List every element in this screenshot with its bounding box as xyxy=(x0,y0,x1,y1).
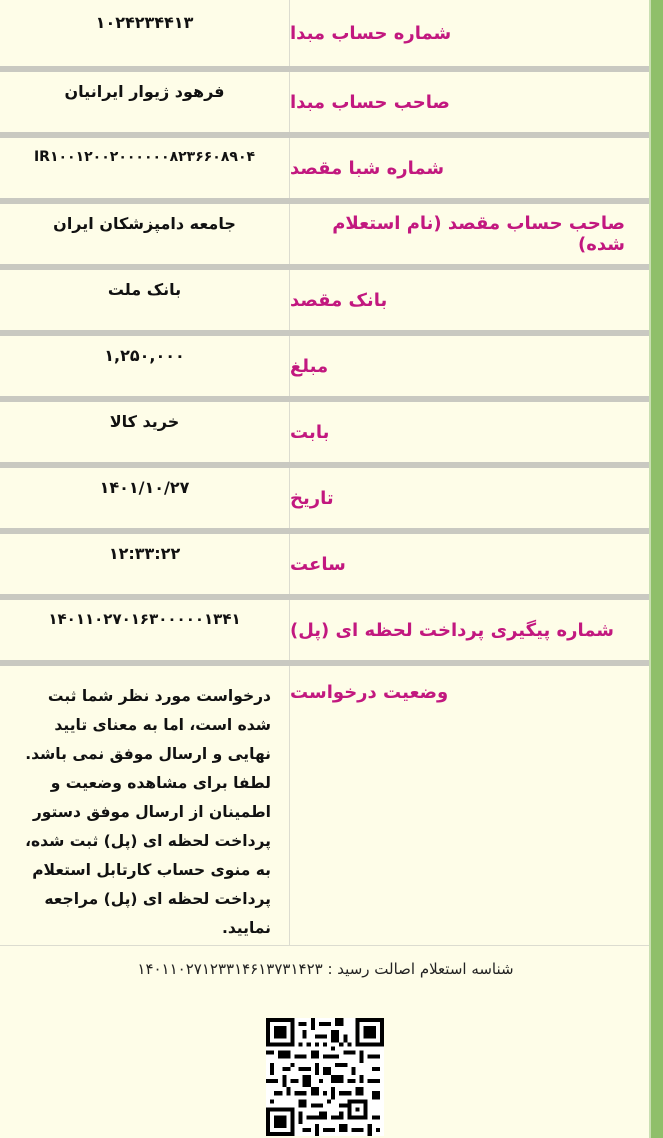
source-owner-value: فرهود ژیوار ایرانیان xyxy=(64,81,225,101)
row-request-status xyxy=(0,666,651,946)
row-tracking-number xyxy=(0,600,651,666)
date-label: تاریخ xyxy=(289,468,651,528)
source-owner-label: صاحب حساب مبدا xyxy=(289,72,651,132)
row-purpose xyxy=(0,402,651,468)
destination-owner-value: جامعه دامپزشکان ایران xyxy=(53,213,236,233)
destination-bank-label: بانک مقصد xyxy=(289,270,651,330)
destination-iban-label: شماره شبا مقصد xyxy=(289,138,651,198)
row-destination-owner xyxy=(0,204,651,270)
row-date xyxy=(0,468,651,534)
date-value: ۱۴۰۱/۱۰/۲۷ xyxy=(99,477,190,497)
tracking-number-value: ۱۴۰۱۱۰۲۷۰۱۶۳۰۰۰۰۰۱۳۴۱ xyxy=(48,610,241,628)
authenticity-id: شناسه استعلام اصالت رسید : ۱۴۰۱۱۰۲۷۱۲۳۳۱۴۶۱۳۷۳۱۴۲۳ xyxy=(137,960,514,978)
tracking-number-label: شماره پیگیری پرداخت لحظه ای (پل) xyxy=(289,600,651,660)
purpose-value: خرید کالا xyxy=(109,411,180,431)
destination-owner-label: صاحب حساب مقصد (نام استعلام شده) xyxy=(289,204,651,264)
row-source-owner xyxy=(0,72,651,138)
time-value: ۱۲:۳۳:۲۲ xyxy=(108,543,181,563)
row-destination-iban xyxy=(0,138,651,204)
purpose-label: بابت xyxy=(289,402,651,462)
source-account-label: شماره حساب مبدا xyxy=(289,0,651,66)
source-account-value: ۱۰۲۴۲۳۴۴۱۳ xyxy=(95,12,194,32)
receipt-footer xyxy=(0,946,651,1138)
time-label: ساعت xyxy=(289,534,651,594)
row-time xyxy=(0,534,651,600)
row-amount xyxy=(0,336,651,402)
destination-iban-value: IR۱۰۰۱۲۰۰۲۰۰۰۰۰۰۸۲۳۶۶۰۸۹۰۴ xyxy=(33,149,256,165)
amount-value: ۱,۲۵۰,۰۰۰ xyxy=(104,345,185,365)
amount-label: مبلغ xyxy=(289,336,651,396)
row-source-account xyxy=(0,0,651,72)
qr-code-icon xyxy=(266,1018,384,1136)
row-destination-bank xyxy=(0,270,651,336)
request-status-label: وضعیت درخواست xyxy=(289,666,651,945)
destination-bank-value: بانک ملت xyxy=(107,279,182,299)
request-status-value: درخواست مورد نظر شما ثبت شده است، اما به معنای تایید نهایی و ارسال موفق نمی باشد. لطفا برای مشاهده وضعیت و اطمینان از ارسال موفق دستور پرداخت لحظه ای (پل) ثبت شده، به منوی حساب کارتابل استعلام پرداخت لحظه ای (پل) مراجعه نمایید. xyxy=(25,687,271,937)
side-accent-bar xyxy=(649,0,663,1138)
